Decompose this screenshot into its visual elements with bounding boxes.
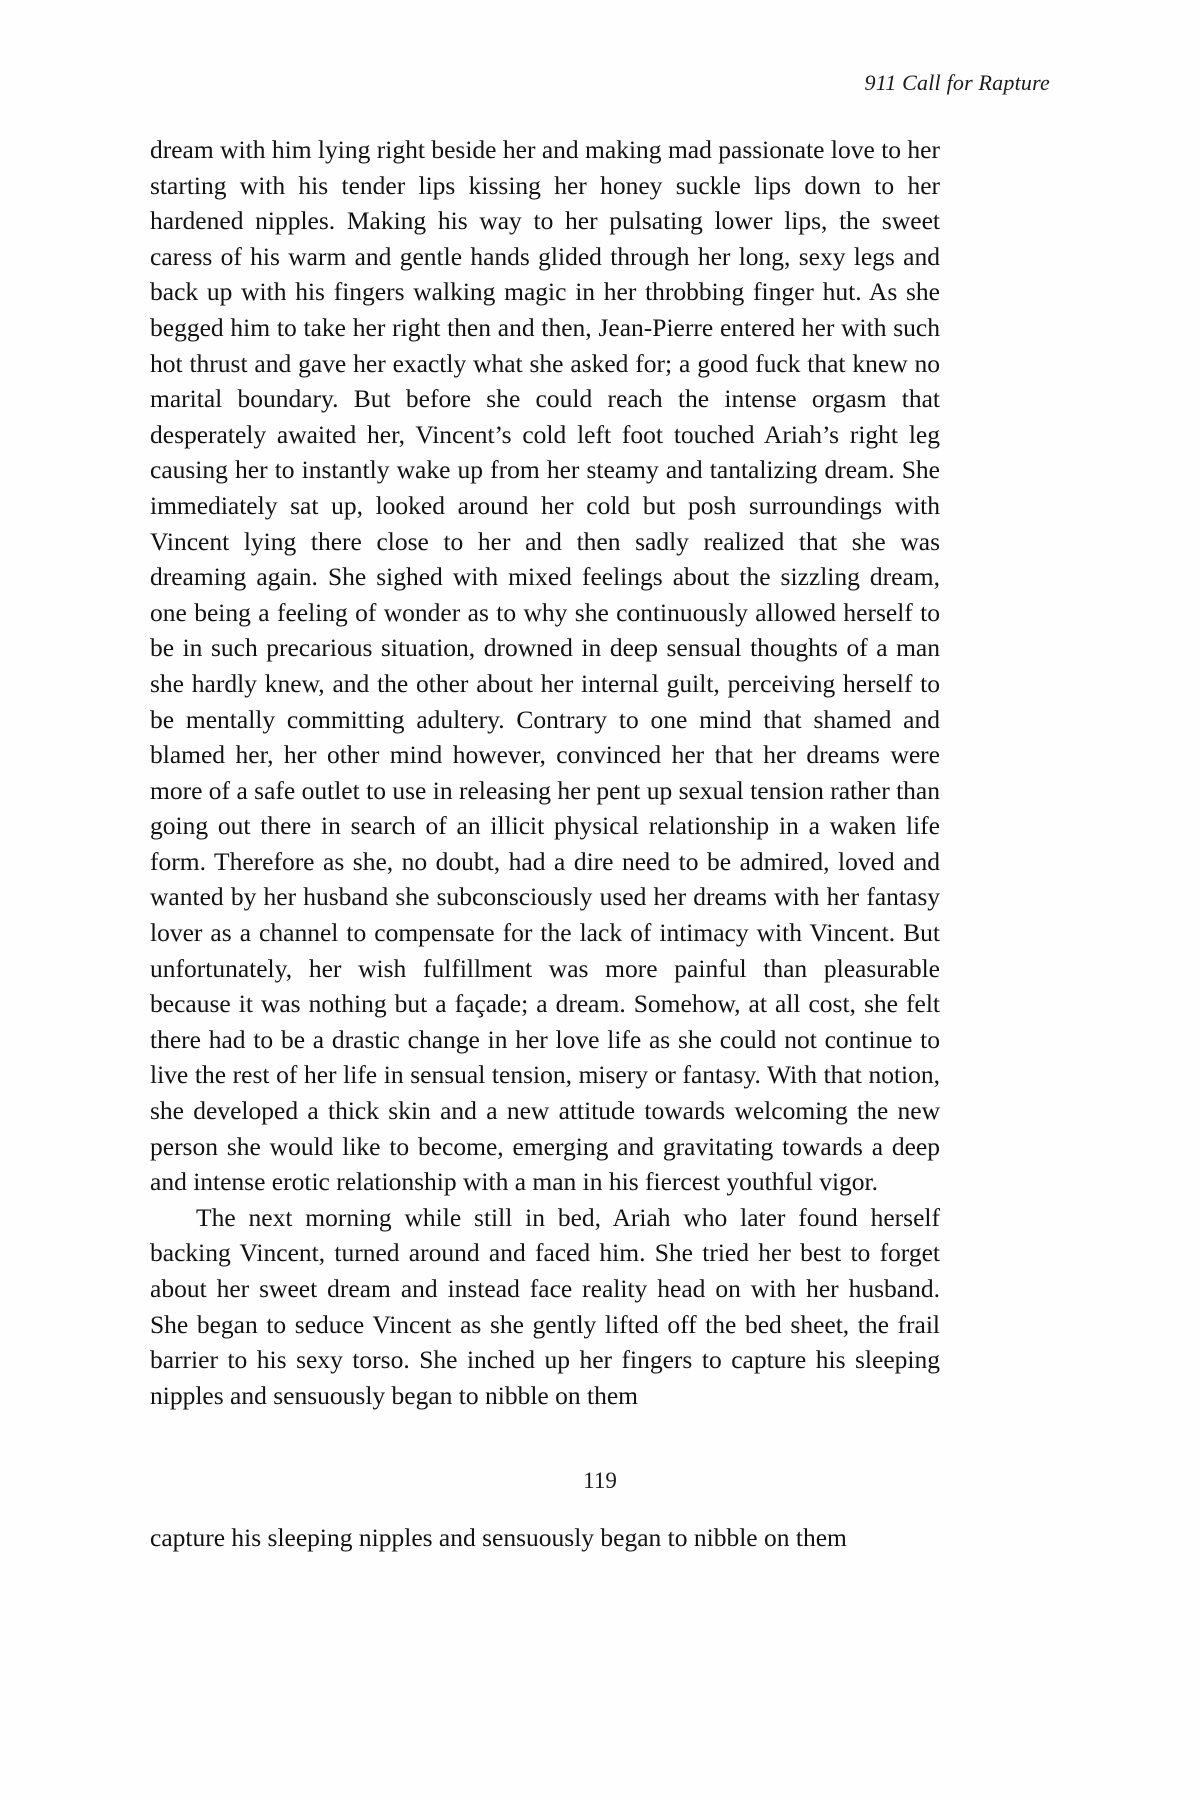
overflow-catch-line: capture his sleeping nipples and sensuously began to nibble on them [150,1523,847,1552]
running-head-title: 911 Call for Rapture [864,70,1050,95]
paragraph-2: The next morning while still in bed, Ariah who later found herself backing Vincent, turned around and faced him. She tried her best to forget about her sweet dream and instead face reality head on with her husband. She began to seduce Vincent as she gently lifted off the bed sheet, the frail barrier to his sexy torso. She inched up her fingers to capture his sleeping nipples and sensuously began to nibble on them [150,1202,940,1410]
page-body-text [150,132,940,1413]
paragraph-1: dream with him lying right beside her and making mad passionate love to her starting with his tender lips kissing her honey suckle lips down to her hardened nipples. Making his way to her pulsating lower lips, the sweet caress of his warm and gentle hands glided through her long, sexy legs and back up with his fingers walking magic in her throbbing finger hut. As she begged him to take her right then and then, Jean-Pierre entered her with such hot thrust and gave her exactly what she asked for; a good fuck that knew no marital boundary. But before she could reach the intense orgasm that desperately awaited her, Vincent’s cold left foot touched Ariah’s right leg causing her to instantly wake up from her steamy and tantalizing dream. She immediately sat up, looked around her cold but posh surroundings with Vincent lying there close to her and then sadly realized that she was dreaming again. She sighed with mixed feelings about the sizzling dream, one being a feeling of wonder as to why she continuously allowed herself to be in such precarious situation, drowned in deep sensual thoughts of a man she hardly knew, and the other about her internal guilt, perceiving herself to be mentally committing adultery. Contrary to one mind that shamed and blamed her, her other mind however, convinced her that her dreams were more of a safe outlet to use in releasing her pent up sexual tension rather than going out there in search of an illicit physical relationship in a waken life form. Therefore as she, no doubt, had a dire need to be admired, loved and wanted by her husband she subconsciously used her dreams with her fantasy lover as a channel to compensate for the lack of intimacy with Vincent. But unfortunately, her wish fulfillment was more painful than pleasurable because it was nothing but a façade; a dream. Somehow, at all cost, she felt there had to be a drastic change in her love life as she could not continue to live the rest of her life in sensual tension, misery or fantasy. With that notion, she developed a thick skin and a new attitude towards welcoming the new person she would like to become, emerging and gravitating towards a deep and intense erotic relationship with a man in his fiercest youthful vigor. [150,135,940,1197]
page-number: 119 [583,1468,617,1493]
